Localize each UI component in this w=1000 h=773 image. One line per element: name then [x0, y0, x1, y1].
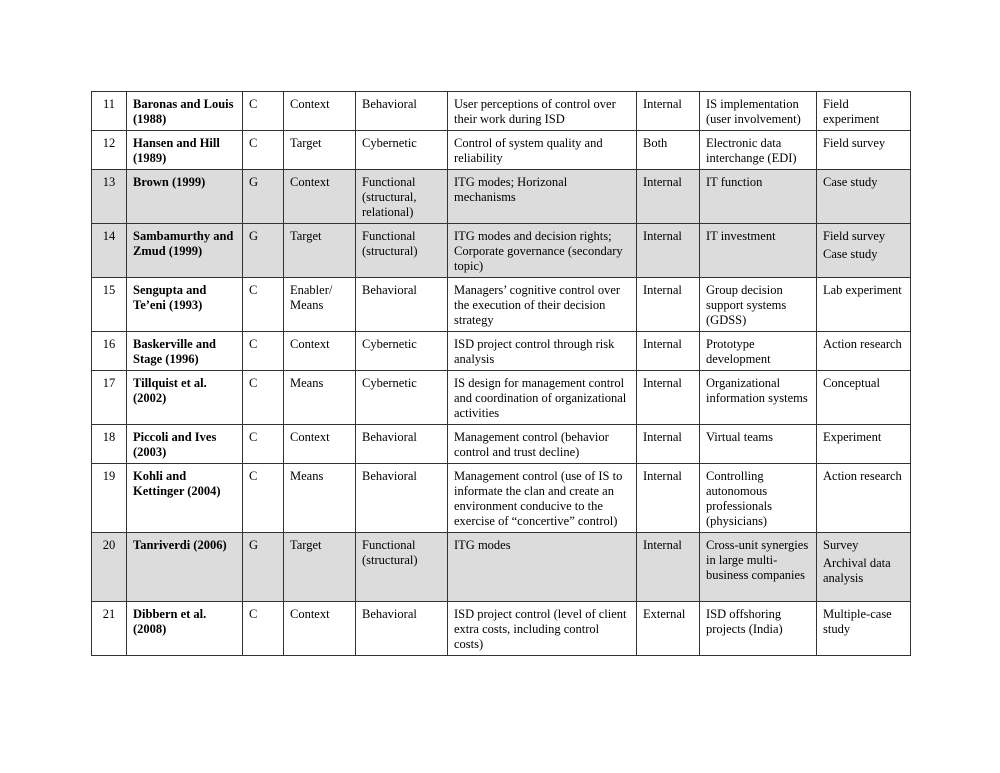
method-item: Field experiment — [823, 97, 880, 126]
perspective: Functional (structural) — [356, 533, 448, 602]
control-role: Target — [284, 131, 356, 170]
research-context: IT investment — [700, 224, 817, 278]
scope: External — [637, 602, 700, 656]
table-row — [92, 425, 911, 464]
description: User perceptions of control over their work during ISD — [448, 92, 637, 131]
research-method — [817, 332, 911, 371]
table-row — [92, 131, 911, 170]
description: ITG modes — [448, 533, 637, 602]
perspective: Functional (structural, relational) — [356, 170, 448, 224]
perspective: Cybernetic — [356, 371, 448, 425]
literature-table — [91, 91, 911, 656]
research-context: Electronic data interchange (EDI) — [700, 131, 817, 170]
control-role: Target — [284, 533, 356, 602]
control-role: Context — [284, 425, 356, 464]
scope: Both — [637, 131, 700, 170]
study-type: G — [243, 533, 284, 602]
research-context: Group decision support systems (GDSS) — [700, 278, 817, 332]
perspective: Behavioral — [356, 464, 448, 533]
study-type: C — [243, 371, 284, 425]
row-number: 17 — [92, 371, 127, 425]
method-item: Action research — [823, 337, 902, 351]
table-row — [92, 224, 911, 278]
row-number: 15 — [92, 278, 127, 332]
study-author: Baronas and Louis (1988) — [127, 92, 243, 131]
control-role: Context — [284, 332, 356, 371]
row-number: 14 — [92, 224, 127, 278]
method-item: Multiple-case study — [823, 607, 892, 636]
row-number: 12 — [92, 131, 127, 170]
study-type: G — [243, 224, 284, 278]
scope: Internal — [637, 332, 700, 371]
description: Management control (use of IS to informate the clan and create an environment conducive to the exercise of “concertive” control) — [448, 464, 637, 533]
perspective: Functional (structural) — [356, 224, 448, 278]
row-number: 21 — [92, 602, 127, 656]
table-row — [92, 278, 911, 332]
description: IS design for management control and coordination of organizational activities — [448, 371, 637, 425]
study-type: C — [243, 92, 284, 131]
research-context: Virtual teams — [700, 425, 817, 464]
research-method — [817, 371, 911, 425]
description: Control of system quality and reliability — [448, 131, 637, 170]
description: Managers’ cognitive control over the execution of their decision strategy — [448, 278, 637, 332]
research-context: ISD offshoring projects (India) — [700, 602, 817, 656]
table-row — [92, 371, 911, 425]
research-context: Cross-unit synergies in large multi-business companies — [700, 533, 817, 602]
study-type: C — [243, 602, 284, 656]
study-author: Baskerville and Stage (1996) — [127, 332, 243, 371]
method-item: Archival data analysis — [823, 556, 891, 585]
table-row — [92, 332, 911, 371]
research-method — [817, 464, 911, 533]
perspective: Cybernetic — [356, 332, 448, 371]
control-role: Means — [284, 371, 356, 425]
control-role: Means — [284, 464, 356, 533]
research-context: Prototype development — [700, 332, 817, 371]
scope: Internal — [637, 533, 700, 602]
research-method — [817, 533, 911, 602]
description: Management control (behavior control and trust decline) — [448, 425, 637, 464]
row-number: 16 — [92, 332, 127, 371]
method-item: Experiment — [823, 430, 882, 444]
method-item: Case study — [823, 175, 878, 189]
research-context: IT function — [700, 170, 817, 224]
scope: Internal — [637, 170, 700, 224]
study-author: Hansen and Hill (1989) — [127, 131, 243, 170]
control-role: Context — [284, 602, 356, 656]
study-author: Kohli and Kettinger (2004) — [127, 464, 243, 533]
table-row — [92, 92, 911, 131]
study-type: C — [243, 425, 284, 464]
research-method — [817, 131, 911, 170]
study-author: Dibbern et al. (2008) — [127, 602, 243, 656]
row-number: 13 — [92, 170, 127, 224]
row-number: 20 — [92, 533, 127, 602]
control-role: Enabler/ Means — [284, 278, 356, 332]
method-item: Action research — [823, 469, 902, 483]
research-method — [817, 224, 911, 278]
study-type: G — [243, 170, 284, 224]
research-context: Controlling autonomous professionals (physicians) — [700, 464, 817, 533]
research-context: Organizational information systems — [700, 371, 817, 425]
method-item: Lab experiment — [823, 283, 902, 297]
scope: Internal — [637, 92, 700, 131]
research-method — [817, 425, 911, 464]
method-item: Case study — [823, 247, 878, 261]
study-author: Tanriverdi (2006) — [127, 533, 243, 602]
study-author: Sambamurthy and Zmud (1999) — [127, 224, 243, 278]
perspective: Behavioral — [356, 425, 448, 464]
row-number: 19 — [92, 464, 127, 533]
perspective: Cybernetic — [356, 131, 448, 170]
research-context: IS implementation (user involvement) — [700, 92, 817, 131]
table-row — [92, 170, 911, 224]
table-row — [92, 533, 911, 602]
description: ITG modes and decision rights; Corporate governance (secondary topic) — [448, 224, 637, 278]
study-type: C — [243, 332, 284, 371]
research-method — [817, 170, 911, 224]
research-method — [817, 92, 911, 131]
study-type: C — [243, 278, 284, 332]
research-method — [817, 602, 911, 656]
study-author: Sengupta and Te’eni (1993) — [127, 278, 243, 332]
method-item: Field survey — [823, 229, 886, 243]
table-row — [92, 464, 911, 533]
description: ISD project control (level of client extra costs, including control costs) — [448, 602, 637, 656]
scope: Internal — [637, 425, 700, 464]
perspective: Behavioral — [356, 278, 448, 332]
perspective: Behavioral — [356, 602, 448, 656]
method-item: Survey — [823, 538, 859, 552]
study-author: Piccoli and Ives (2003) — [127, 425, 243, 464]
row-number: 18 — [92, 425, 127, 464]
description: ISD project control through risk analysis — [448, 332, 637, 371]
row-number: 11 — [92, 92, 127, 131]
method-item: Field survey — [823, 136, 886, 150]
control-role: Context — [284, 92, 356, 131]
study-type: C — [243, 464, 284, 533]
scope: Internal — [637, 278, 700, 332]
study-author: Brown (1999) — [127, 170, 243, 224]
scope: Internal — [637, 224, 700, 278]
perspective: Behavioral — [356, 92, 448, 131]
control-role: Context — [284, 170, 356, 224]
research-method — [817, 278, 911, 332]
study-type: C — [243, 131, 284, 170]
scope: Internal — [637, 371, 700, 425]
description: ITG modes; Horizonal mechanisms — [448, 170, 637, 224]
study-author: Tillquist et al. (2002) — [127, 371, 243, 425]
method-item: Conceptual — [823, 376, 880, 390]
control-role: Target — [284, 224, 356, 278]
table-row — [92, 602, 911, 656]
scope: Internal — [637, 464, 700, 533]
